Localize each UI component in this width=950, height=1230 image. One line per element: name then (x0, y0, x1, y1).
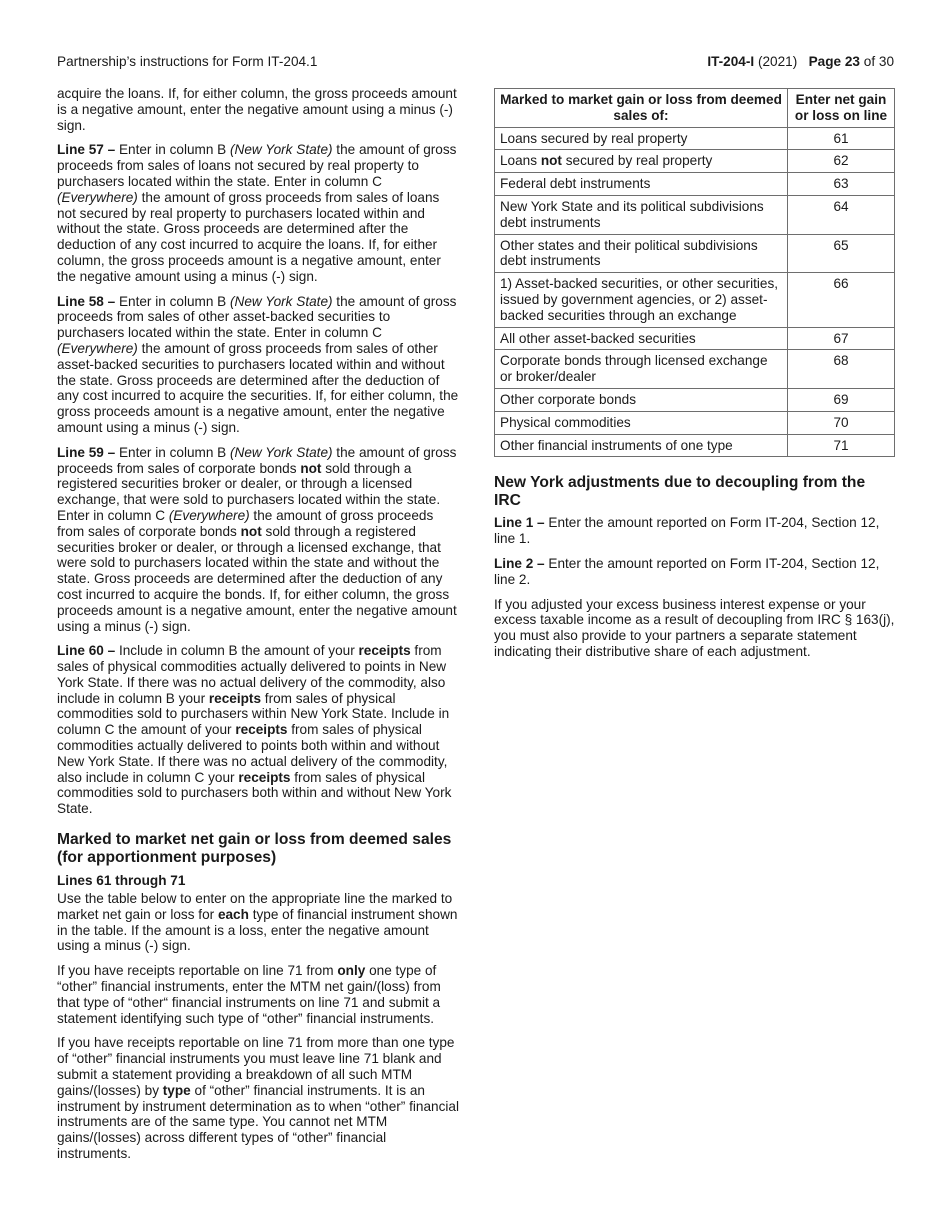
text-run: the amount of gross proceeds from sales of loans not secured by real property to purchasers located within the state. Enter in column C (57, 142, 457, 189)
page-total: of 30 (863, 54, 894, 69)
bold-run: receipts (235, 722, 288, 738)
text-run: from sales of physical commodities actually delivered to points in New York State. If there was no actual delivery of the commodity, also include in column B your (57, 643, 447, 706)
bold-run: receipts (358, 643, 411, 659)
line-number-cell: 65 (788, 234, 895, 273)
text-run: Other states and their political subdivisions debt instruments (500, 237, 758, 269)
text-run: one type of “other” financial instruments, enter the MTM net gain/(loss) from that type of “other“ financial instruments on line 71 and submit a statement identifying such type of “other” financial instruments. (57, 963, 441, 1026)
bold-run: receipts (238, 769, 291, 785)
decoupling-section-heading: New York adjustments due to decoupling from the IRC (494, 474, 866, 510)
text-run: New York State and its political subdivisions debt instruments (500, 198, 764, 230)
mtm-paragraph-3 (57, 1035, 459, 1161)
text-run: type of financial instrument shown in the table. If the amount is a loss, enter the negative amount using a minus (-) sign. (57, 906, 458, 954)
table-header-row (495, 89, 895, 128)
line-number-cell: 68 (788, 350, 895, 389)
text-run: Physical commodities (500, 414, 631, 430)
left-column (57, 86, 459, 1171)
decoupling-line-2 (494, 556, 895, 588)
line-59-paragraph (57, 445, 459, 635)
line-58-paragraph (57, 294, 459, 436)
bold-run: not (300, 460, 322, 476)
italic-run: (New York State) (230, 444, 333, 460)
instrument-cell (495, 127, 788, 150)
instrument-cell (495, 273, 788, 327)
italic-run: (New York State) (230, 142, 333, 158)
text-run: Corporate bonds through licensed exchange or broker/dealer (500, 353, 768, 385)
page-number: 23 (844, 54, 860, 69)
line-number-cell: 62 (788, 150, 895, 173)
bold-run: only (337, 963, 366, 979)
line-number-cell: 61 (788, 127, 895, 150)
page-label: Page (808, 54, 842, 69)
bold-run: not (540, 153, 562, 169)
text-run: sold through a registered securities broker or dealer, or through a licensed exchange, that were sold to purchasers located within the state and without the state. Gross proceeds are determined after the deduction of any cost incurred to acquire the bonds. If, for either column, the gross proceeds amount is a negative amount, enter the negative amount using a minus (-) sign. (57, 523, 457, 634)
text-run: 1) Asset-backed securities, or other securities, issued by government agencies, or 2) asset-backed securities through an exchange (500, 276, 779, 323)
text-run: All other asset-backed securities (500, 330, 696, 346)
right-column (494, 88, 895, 669)
text-run: the amount of gross proceeds from sales of other asset-backed securities to purchasers located within the state. Enter in column C (57, 293, 457, 341)
italic-run: (Everywhere) (168, 507, 250, 523)
text-run: If you have receipts reportable on line 71 from more than one type of “other” financial instruments you must leave line 71 blank and submit a statement providing a breakdown of all such MTM gains/(losses) by (57, 1035, 455, 1098)
text-run: Enter the amount reported on Form IT-204, Section 12, line 1. (494, 515, 880, 547)
form-year: (2021) (757, 54, 798, 69)
line-2-label: Line 2 – (494, 555, 545, 571)
table-row (495, 388, 895, 411)
table-row (495, 195, 895, 234)
table-row (495, 173, 895, 196)
table-row (495, 150, 895, 173)
line-59-label: Line 59 – (57, 444, 116, 460)
italic-run: (Everywhere) (57, 340, 138, 356)
italic-run: (New York State) (230, 293, 333, 309)
line-57-paragraph (57, 142, 459, 284)
text-run: Other corporate bonds (500, 391, 637, 407)
table-row (495, 327, 895, 350)
line-number-cell: 64 (788, 195, 895, 234)
line-58-label: Line 58 – (57, 293, 116, 309)
text-run: Loans secured by real property (500, 130, 688, 146)
mtm-lines-table (494, 88, 895, 457)
text-run: from sales of physical commodities actually delivered to points both within and without New York State. If there was no actual delivery of the commodity, also include in column C your (57, 722, 448, 785)
line-1-label: Line 1 – (494, 515, 545, 531)
text-run: Include in column B the amount of your (115, 643, 359, 659)
text-run: of “other” financial instruments. It is an instrument by instrument determination as to when “other” financial instruments are of the same type. You cannot net MTM gains/(losses) across different types of “other” financial instruments. (57, 1082, 459, 1162)
instrument-cell (495, 411, 788, 434)
table-row (495, 234, 895, 273)
column-header-line: Enter net gain or loss on line (788, 89, 895, 128)
table-row (495, 127, 895, 150)
instrument-cell (495, 388, 788, 411)
text-run: the amount of gross proceeds from sales of corporate bonds (57, 507, 434, 539)
bold-run: each (217, 906, 249, 922)
line-number-cell: 67 (788, 327, 895, 350)
instrument-cell (495, 234, 788, 273)
mtm-section-heading: Marked to market net gain or loss from deemed sales (for apportionment purposes) (57, 831, 452, 867)
italic-run: (Everywhere) (57, 189, 138, 205)
instrument-cell (495, 327, 788, 350)
decoupling-adjusted-paragraph: If you adjusted your excess business interest expense or your excess taxable income as a result of decoupling from IRC § 163(j), you must also provide to your partners a separate statement indicating their distributive share of each adjustment. (494, 596, 895, 659)
paragraph-continued: acquire the loans. If, for either column, the gross proceeds amount is a negative amount, enter the negative amount using a minus (-) sign. (57, 86, 457, 133)
bold-run: receipts (208, 690, 262, 706)
lines-61-71-heading: Lines 61 through 71 (57, 873, 186, 889)
table-body (495, 127, 895, 457)
text-run: sold through a registered securities broker or dealer, or through a licensed exchange, that were sold to purchasers located within the state. Enter in column C (57, 460, 441, 523)
instrument-cell (495, 195, 788, 234)
line-57-label: Line 57 – (57, 142, 116, 158)
line-number-cell: 69 (788, 388, 895, 411)
bold-run: not (240, 523, 262, 539)
running-header-page-info (707, 54, 894, 69)
instrument-cell (495, 350, 788, 389)
text-run: Loans (500, 153, 541, 169)
text-run: Enter in column B (115, 444, 231, 460)
text-run: Enter in column B (115, 293, 231, 309)
instrument-cell (495, 434, 788, 457)
bold-run: type (162, 1082, 191, 1098)
text-run: from sales of physical commodities sold to purchasers within New York State. Include in column C the amount of your (57, 690, 450, 738)
line-60-label: Line 60 – (57, 643, 116, 659)
text-run: Use the table below to enter on the appropriate line the marked to market net gain or loss for (57, 891, 453, 922)
text-run: Other financial instruments of one type (500, 437, 733, 453)
table-row (495, 273, 895, 327)
text-run: If you have receipts reportable on line 71 from (57, 963, 338, 979)
line-number-cell: 71 (788, 434, 895, 457)
instrument-cell (495, 150, 788, 173)
column-header-instrument: Marked to market gain or loss from deemed sales of: (495, 89, 788, 128)
line-number-cell: 63 (788, 173, 895, 196)
running-header-title: Partnership’s instructions for Form IT-204.1 (57, 54, 318, 69)
form-number: IT-204-I (707, 54, 755, 69)
text-run: from sales of physical commodities sold to purchasers both within and without New York State. (57, 769, 452, 817)
table-row (495, 411, 895, 434)
line-60-paragraph (57, 643, 459, 817)
mtm-paragraph-1 (57, 891, 459, 954)
text-run: the amount of gross proceeds from sales of corporate bonds (57, 444, 457, 476)
line-number-cell: 70 (788, 411, 895, 434)
decoupling-line-1 (494, 515, 895, 547)
text-run: the amount of gross proceeds from sales of loans not secured by real property to purchasers located within and without the state. Gross proceeds are determined after the deduction of any cost incurred to acquire the loans. If, for either column, the gross proceeds amount is a negative amount, enter the negative amount using a minus (-) sign. (57, 189, 441, 284)
text-run: Enter the amount reported on Form IT-204, Section 12, line 2. (494, 555, 880, 587)
table-row (495, 434, 895, 457)
line-number-cell: 66 (788, 273, 895, 327)
text-run: secured by real property (561, 153, 713, 169)
mtm-paragraph-2 (57, 963, 459, 1026)
table-row (495, 350, 895, 389)
instrument-cell (495, 173, 788, 196)
text-run: Federal debt instruments (500, 176, 651, 192)
text-run: the amount of gross proceeds from sales of other asset-backed securities to purchasers located within and without the state. Gross proceeds are determined after the deduction of any cost incurred to acquire the securities. If, for either column, the gross proceeds amount is a negative amount, enter the negative amount using a minus (-) sign. (57, 340, 459, 435)
text-run: Enter in column B (115, 142, 231, 158)
